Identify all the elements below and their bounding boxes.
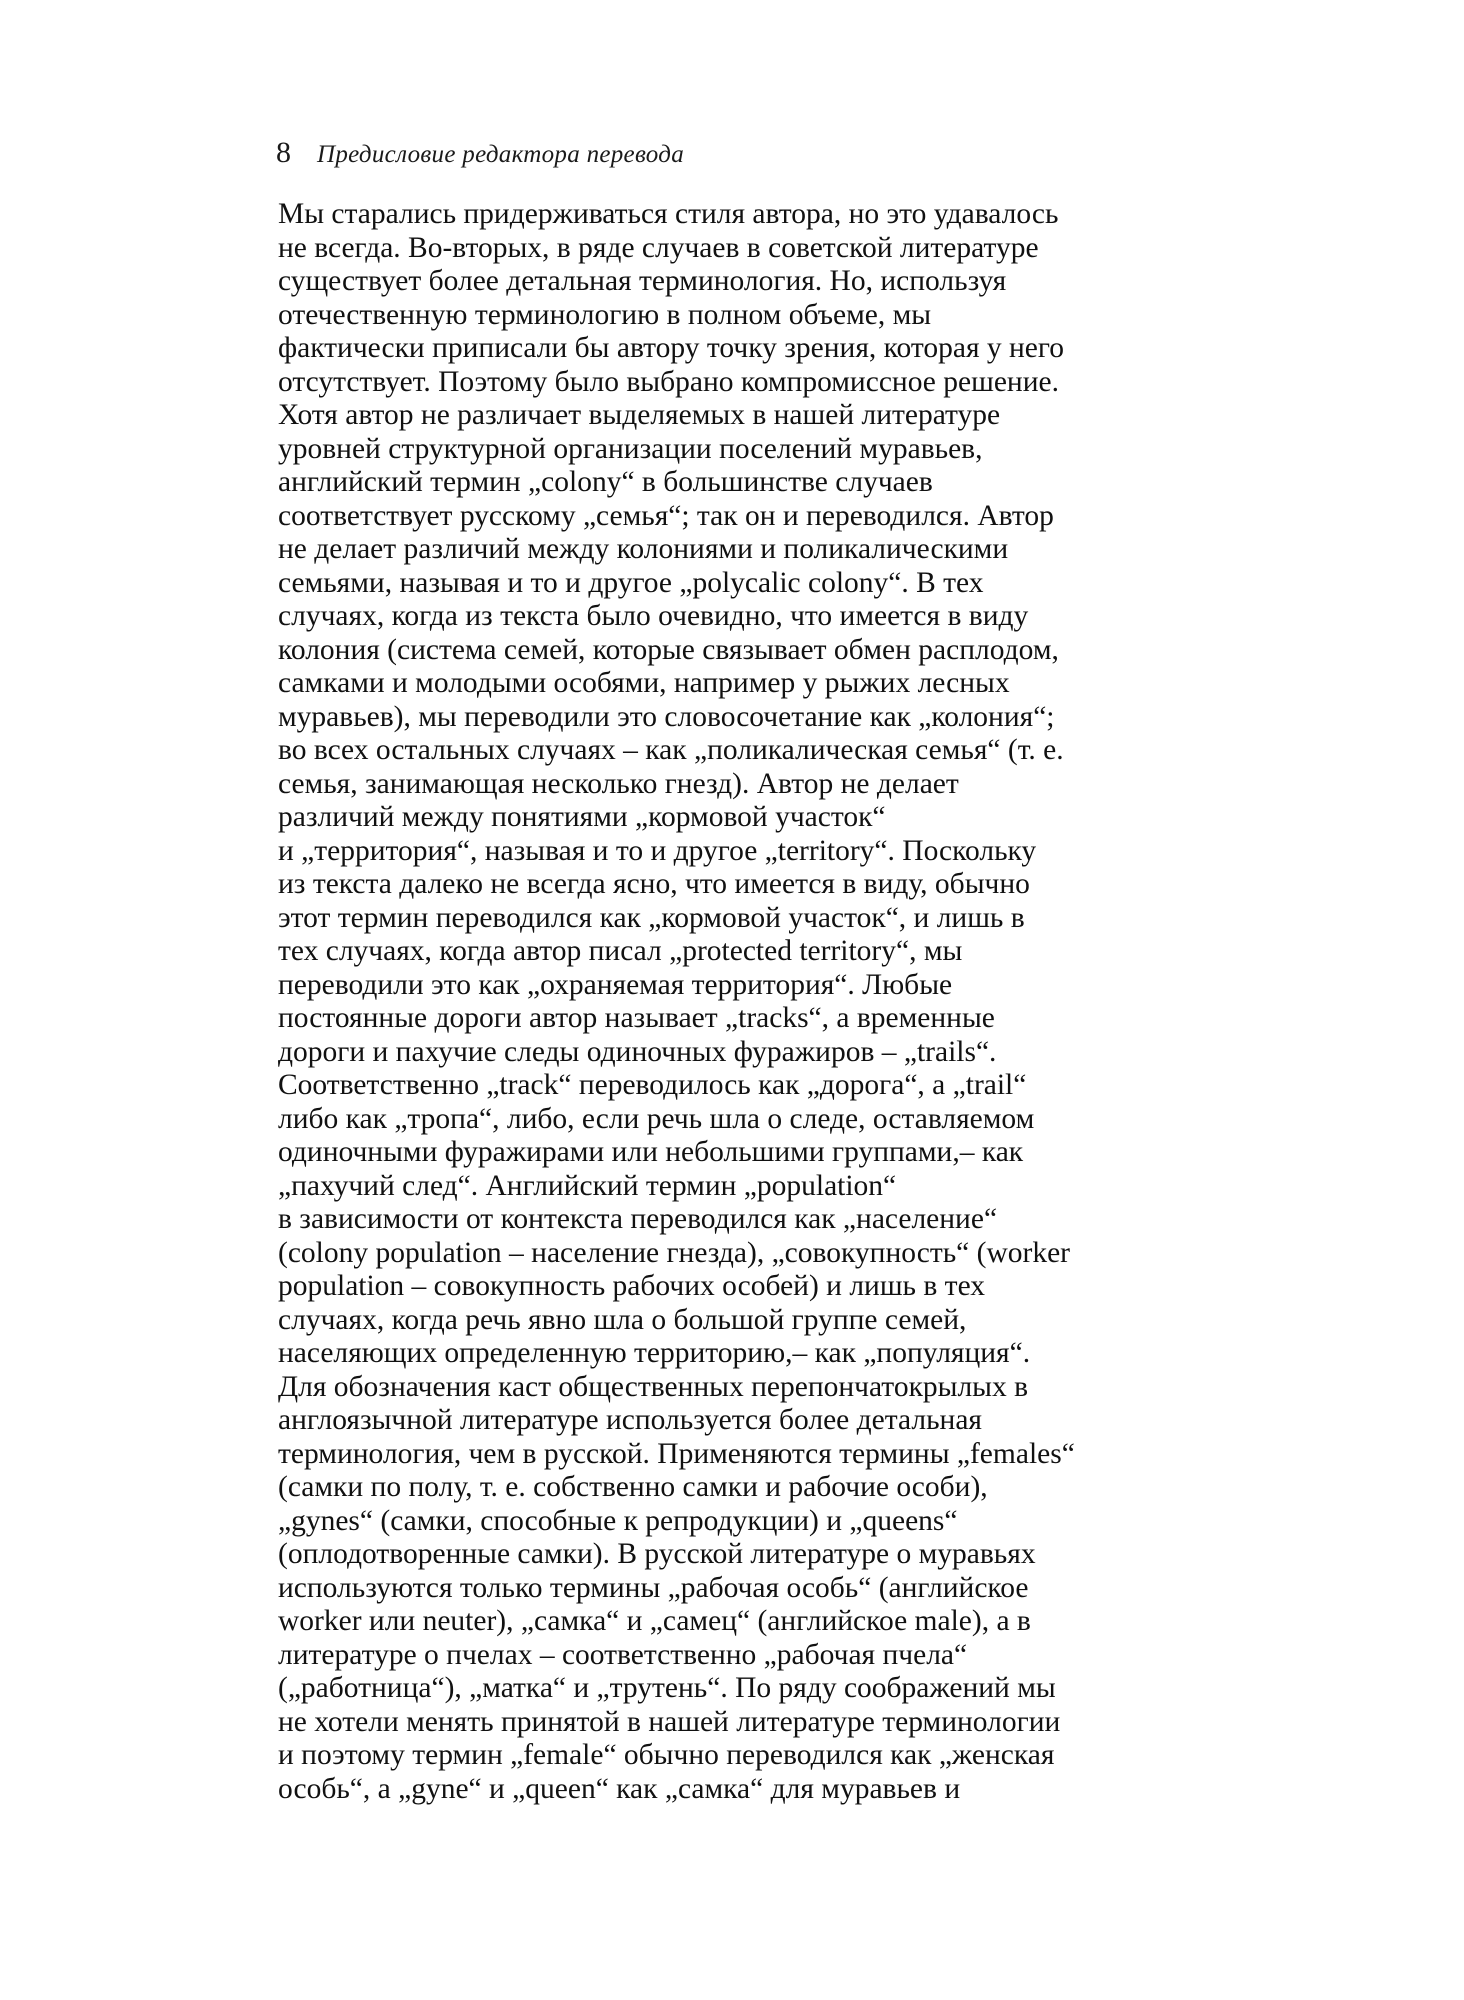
text-line: семья, занимающая несколько гнезд). Автор не делает <box>278 767 959 800</box>
text-line: не делает различий между колониями и поликалическими <box>278 533 1009 565</box>
text-line: worker или neuter), „самка“ и „самец“ (английское male), а в <box>278 1605 1031 1637</box>
text-line: Хотя автор не различает выделяемых в нашей литературе <box>278 399 1001 431</box>
text-line: (оплодотворенные самки). В русской литературе о муравьях <box>278 1538 1036 1570</box>
text-line: соответствует русскому „семья“; так он и переводился. Автор <box>278 499 1054 532</box>
text-line: Мы старались придерживаться стиля автора, но это удавалось <box>278 198 1059 230</box>
text-line: дороги и пахучие следы одиночных фуражиров – „trails“. <box>278 1035 997 1068</box>
text-line: уровней структурной организации поселений муравьев, <box>278 432 983 465</box>
running-header <box>276 136 684 170</box>
text-line: не всегда. Во-вторых, в ряде случаев в советской литературе <box>278 231 1039 264</box>
text-line: во всех остальных случаях – как „поликалическая семья“ (т. е. <box>278 734 1064 766</box>
text-line: не хотели менять принятой в нашей литературе терминологии <box>278 1705 1061 1738</box>
page-number: 8 <box>276 136 291 169</box>
text-line: отечественную терминологию в полном объеме, мы <box>278 298 932 331</box>
text-line: отсутствует. Поэтому было выбрано компромиссное решение. <box>278 365 1059 398</box>
text-line: существует более детальная терминология. Но, используя <box>278 265 1007 297</box>
text-line: постоянные дороги автор называет „tracks“, а временные <box>278 1002 995 1034</box>
text-line: и „территория“, называя и то и другое „territory“. Поскольку <box>278 834 1037 867</box>
text-line: (colony population – население гнезда), „совокупность“ (worker <box>278 1236 1071 1269</box>
text-line: Для обозначения каст общественных перепончатокрылых в <box>278 1370 1029 1403</box>
text-line: population – совокупность рабочих особей) и лишь в тех <box>278 1270 986 1302</box>
body-text <box>278 198 1158 1806</box>
text-line: семьями, называя и то и другое „polycalic colony“. В тех <box>278 566 984 599</box>
text-line: из текста далеко не всегда ясно, что имеется в виду, обычно <box>278 868 1030 900</box>
text-line: фактически приписали бы автору точку зрения, которая у него <box>278 332 1065 364</box>
text-line: „пахучий след“. Английский термин „population“ <box>278 1169 897 1202</box>
text-line: случаях, когда из текста было очевидно, что имеется в виду <box>278 600 1029 632</box>
text-line: используются только термины „рабочая особь“ (английское <box>278 1571 1029 1604</box>
text-line: тех случаях, когда автор писал „protected territory“, мы <box>278 935 963 967</box>
text-line: и поэтому термин „female“ обычно переводился как „женская <box>278 1739 1055 1771</box>
text-line: одиночными фуражирами или небольшими группами,– как <box>278 1136 1024 1168</box>
text-line: переводили это как „охраняемая территория“. Любые <box>278 968 953 1001</box>
text-line: либо как „тропа“, либо, если речь шла о следе, оставляемом <box>278 1102 1035 1135</box>
text-line: населяющих определенную территорию,– как „популяция“. <box>278 1337 1031 1369</box>
text-line: этот термин переводился как „кормовой участок“, и лишь в <box>278 901 1025 934</box>
text-line: случаях, когда речь явно шла о большой группе семей, <box>278 1303 967 1336</box>
text-line: колония (система семей, которые связывает обмен расплодом, <box>278 633 1059 666</box>
text-line: терминология, чем в русской. Применяются термины „females“ <box>278 1437 1075 1470</box>
running-title: Предисловие редактора перевода <box>317 141 684 168</box>
text-line: в зависимости от контекста переводился как „население“ <box>278 1203 998 1235</box>
text-line: „gynes“ (самки, способные к репродукции) и „queens“ <box>278 1504 958 1537</box>
text-line: („работница“), „матка“ и „трутень“. По ряду соображений мы <box>278 1672 1056 1704</box>
text-line: англоязычной литературе используется более детальная <box>278 1404 982 1436</box>
text-line: английский термин „colony“ в большинстве случаев <box>278 466 933 498</box>
text-line: самками и молодыми особями, например у рыжих лесных <box>278 667 1010 699</box>
text-line: муравьев), мы переводили это словосочетание как „колония“; <box>278 700 1055 733</box>
text-line: различий между понятиями „кормовой участок“ <box>278 801 886 833</box>
text-line: литературе о пчелах – соответственно „рабочая пчела“ <box>278 1638 968 1671</box>
text-line: Соответственно „track“ переводилось как „дорога“, а „trail“ <box>278 1069 1027 1101</box>
text-line: (самки по полу, т. е. собственно самки и рабочие особи), <box>278 1471 988 1503</box>
text-line: особь“, а „gyne“ и „queen“ как „самка“ для муравьев и <box>278 1772 961 1805</box>
